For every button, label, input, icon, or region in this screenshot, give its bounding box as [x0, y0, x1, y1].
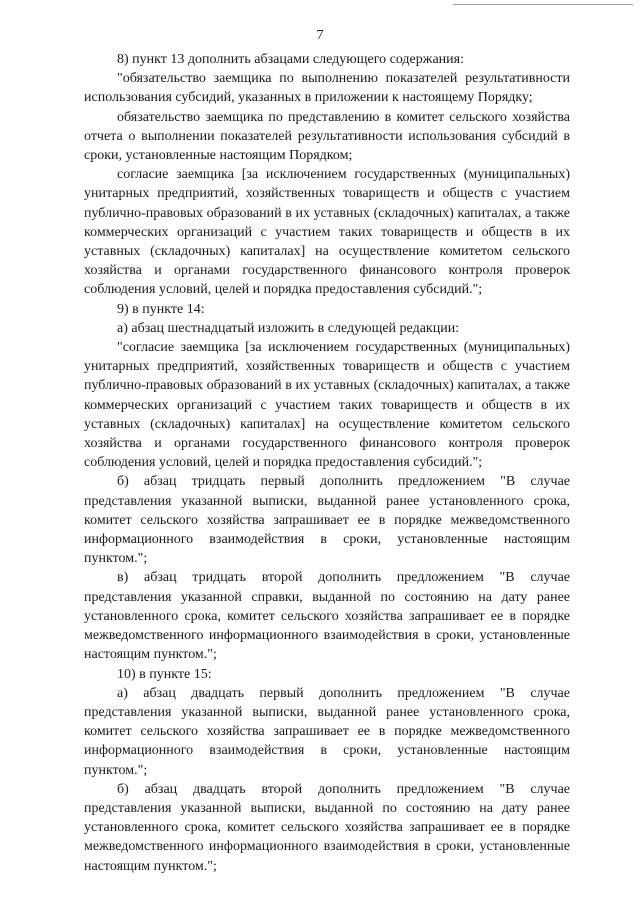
- subitem-10a: а) абзац двадцать первый дополнить предложением "В случае представления указанной выписки, выданной ранее установленного срока, комитет сельского хозяйства запрашивает ее в порядке межведомственного информационного взаимодействия в сроки, установленные настоящим пунктом.";: [84, 685, 570, 778]
- amendment-item-10: 10) в пункте 15:: [117, 666, 212, 682]
- subitem-9a: а) абзац шестнадцатый изложить в следующей редакции:: [117, 320, 460, 336]
- subitem-9c: в) абзац тридцать второй дополнить предложением "В случае представления указанной справки, выданной по состоянию на дату ранее установленного срока, комитет сельского хозяйства запрашивает ее в порядке межведомственного информационного взаимодействия в сроки, установленные настоящим пунктом.";: [84, 570, 570, 663]
- top-border-line: [453, 4, 633, 5]
- paragraph-obligation-performance: "обязательство заемщика по выполнению показателей результативности использования субсидий, указанных в приложении к настоящему Порядку;: [84, 71, 570, 106]
- paragraph-borrower-consent: согласие заемщика [за исключением государственных (муниципальных) унитарных предприятий, хозяйственных товариществ и обществ с участием публично-правовых образований в их уставных (складочных) капиталах, а также коммерческих организаций с участием таких товариществ и обществ в их уставных (складочных) капиталах] на осуществление комитетом сельского хозяйства и органами государственного финансового контроля проверок соблюдения условий, целей и порядка предоставления субсидий.";: [84, 167, 570, 298]
- paragraph-borrower-consent-new: "согласие заемщика [за исключением государственных (муниципальных) унитарных предприятий, хозяйственных товариществ и обществ с участием публично-правовых образований в их уставных (складочных) капиталах, а также коммерческих организаций с участием таких товариществ и обществ в их уставных (складочных) капиталах] на осуществление комитетом сельского хозяйства и органами государственного финансового контроля проверок соблюдения условий, целей и порядка предоставления субсидий.";: [84, 340, 570, 471]
- document-body: [84, 50, 570, 876]
- subitem-10b: б) абзац двадцать второй дополнить предложением "В случае представления указанной выписки, выданной по состоянию на дату ранее установленного срока, комитет сельского хозяйства запрашивает ее в порядке межведомственного информационного взаимодействия в сроки, установленные настоящим пунктом.";: [84, 781, 570, 874]
- amendment-item-9: 9) в пункте 14:: [117, 301, 205, 317]
- subitem-9b: б) абзац тридцать первый дополнить предложением "В случае представления указанной выписки, выданной ранее установленного срока, комитет сельского хозяйства запрашивает ее в порядке межведомственного информационного взаимодействия в сроки, установленные настоящим пунктом.";: [84, 474, 570, 567]
- page-number: 7: [316, 28, 324, 43]
- paragraph-obligation-report: обязательство заемщика по представлению в комитет сельского хозяйства отчета о выполнении показателей результативности использования субсидий в сроки, установленные настоящим Порядком;: [84, 109, 570, 164]
- amendment-item-8: 8) пункт 13 дополнить абзацами следующего содержания:: [117, 52, 464, 67]
